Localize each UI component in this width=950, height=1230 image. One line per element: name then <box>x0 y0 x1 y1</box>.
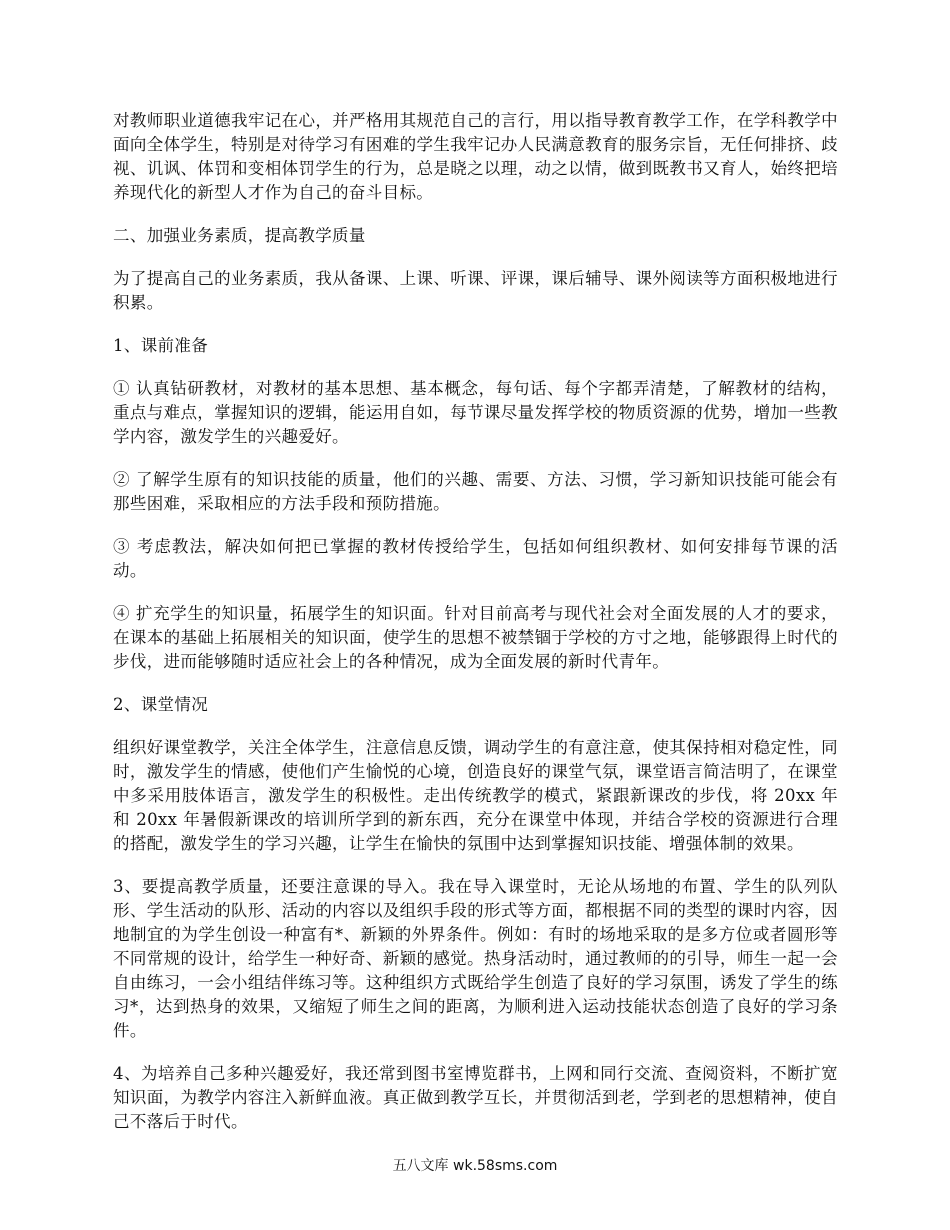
list-item-4: ④ 扩充学生的知识量，拓展学生的知识面。针对目前高考与现代社会对全面发展的人才的要求，在课本的基础上拓展相关的知识面，使学生的思想不被禁锢于学校的方寸之地，能够跟得上时代的步伐，进而能够随时适应社会上的各种情况，成为全面发展的新时代青年。 <box>113 604 838 671</box>
paragraph-lesson-intro: 3、要提高教学质量，还要注意课的导入。我在导入课堂时，无论从场地的布置、学生的队列队形、学生活动的队形、活动的内容以及组织手段的形式等方面，都根据不同的类型的课时内容，因地制宜的为学生创设一种富有*、新颖的外界条件。例如：有时的场地采取的是多方位或者圆形等不同常规的设计，给学生一种好奇、新颖的感觉。热身活动时，通过教师的的引导，师生一起一会自由练习，一会小组结伴练习等。这种组织方式既给学生创造了良好的学习氛围，诱发了学生的练习*，达到热身的效果，又缩短了师生之间的距离，为顺利进入运动技能状态创造了良好的学习条件。 <box>113 877 838 1040</box>
paragraph-business-quality: 为了提高自己的业务素质，我从备课、上课、听课、评课，课后辅导、课外阅读等方面积极地进行积累。 <box>113 269 838 312</box>
paragraph-interests: 4、为培养自己多种兴趣爱好，我还常到图书室博览群书，上网和同行交流、查阅资料，不断扩宽知识面，为教学内容注入新鲜血液。真正做到教学互长，并贯彻活到老，学到老的思想精神，使自己不落后于时代。 <box>113 1064 838 1131</box>
paragraph-teacher-ethics: 对教师职业道德我牢记在心，并严格用其规范自己的言行，用以指导教育教学工作，在学科教学中面向全体学生，特别是对待学习有困难的学生我牢记办人民满意教育的服务宗旨，无任何排挤、歧视、讥讽、体罚和变相体罚学生的行为，总是晓之以理，动之以情，做到既教书又育人，始终把培养现代化的新型人才作为自己的奋斗目标。 <box>113 111 838 202</box>
list-item-1: ① 认真钻研教材，对教材的基本思想、基本概念，每句话、每个字都弄清楚，了解教材的结构，重点与难点，掌握知识的逻辑，能运用自如，每节课尽量发挥学校的物质资源的优势，增加一些教学内容，激发学生的兴趣爱好。 <box>113 379 838 446</box>
list-item-3: ③ 考虑教法，解决如何把已掌握的教材传授给学生，包括如何组织教材、如何安排每节课的活动。 <box>113 537 838 580</box>
document-body <box>113 109 838 1153</box>
list-item-2: ② 了解学生原有的知识技能的质量，他们的兴趣、需要、方法、习惯，学习新知识技能可能会有那些困难，采取相应的方法手段和预防措施。 <box>113 470 838 513</box>
footer-watermark: 五八文库 wk.58sms.com <box>392 1158 558 1174</box>
paragraph-classroom: 组织好课堂教学，关注全体学生，注意信息反馈，调动学生的有意注意，使其保持相对稳定性，同时，激发学生的情感，使他们产生愉悦的心境，创造良好的课堂气氛，课堂语言简洁明了，在课堂中多采用肢体语言，激发学生的积极性。走出传统教学的模式，紧跟新课改的步伐，将 20xx 年和 20xx 年暑假新课改的培训所学到的新东西，充分在课堂中体现，并结合学校的资源进行合理的搭配，激发学生的学习兴趣，让学生在愉快的氛围中达到掌握知识技能、增强体制的效果。 <box>113 738 838 853</box>
subheading-classroom: 2、课堂情况 <box>113 695 209 714</box>
subheading-lesson-prep: 1、课前准备 <box>113 336 209 355</box>
section-heading-2: 二、加强业务素质，提高教学质量 <box>113 226 366 245</box>
